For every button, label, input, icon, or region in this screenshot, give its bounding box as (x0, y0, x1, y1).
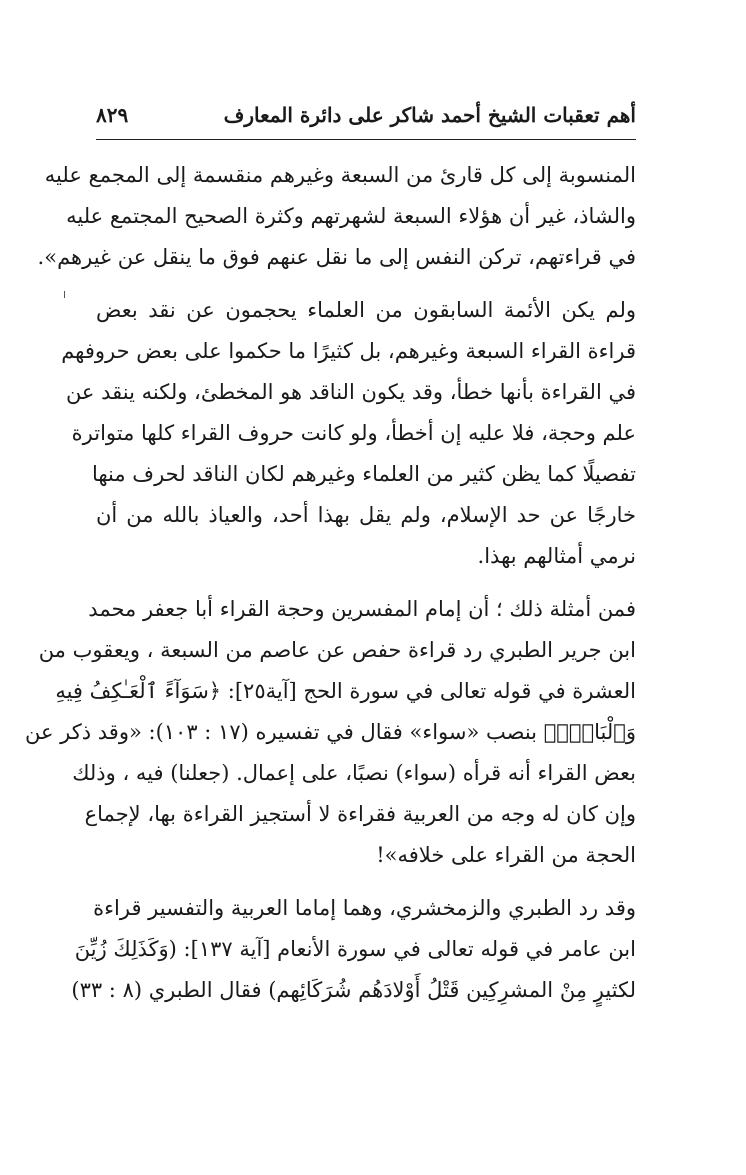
text-line: بعض القراء أنه قرأه (سواء) نصبًا، على إعمال. (جعلنا) فيه ، وذلك (72, 761, 636, 785)
text-line: ولم يكن الأئمة السابقون من العلماء يحجمون عن نقد بعض (96, 298, 636, 322)
paragraph-1 (37, 155, 636, 278)
text-line: في قراءتهم، تركن النفس إلى ما نقل عنهم فوق ما ينقل عن غيرهم». (37, 245, 636, 269)
text-line: وإن كان له وجه من العربية فقراءة لا أستجيز القراءة بها، لإجماع (84, 802, 636, 826)
text-line: علم وحجة، فلا عليه إن أخطأ، ولو كانت حروف القراء كلها متواترة (71, 421, 636, 445)
text-line: وَٱلْبَادِۚ﴾ بنصب «سواء» فقال في تفسيره (١٧ : ١٠٣): «وقد ذكر عن (24, 720, 636, 744)
text-line: فمن أمثلة ذلك ؛ أن إمام المفسرين وحجة القراء أبا جعفر محمد (88, 597, 636, 621)
text-line: قراءة القراء السبعة وغيرهم، بل كثيرًا ما حكموا على بعض حروفهم (61, 339, 636, 363)
body-text (24, 155, 636, 1011)
text-line: ابن جرير الطبري رد قراءة حفص عن عاصم من السبعة ، ويعقوب من (38, 638, 636, 662)
header-title: أهم تعقبات الشيخ أحمد شاكر على دائرة المعارف (223, 103, 636, 127)
margin-mark (64, 291, 65, 298)
text-line: تفصيلًا كما يظن كثير من العلماء وغيرهم لكان الناقد لحرف منها (91, 462, 636, 486)
paragraph-4 (71, 888, 636, 1011)
text-line: والشاذ، غير أن هؤلاء السبعة لشهرتهم وكثرة الصحيح المجتمع عليه (66, 204, 636, 228)
text-line: العشرة في قوله تعالى في سورة الحج [آية٢٥]: ﴿سَوَآءً ٱلْعَـٰكِفُ فِيهِ (55, 679, 636, 703)
text-line: لكثيرٍ مِنْ المشرِكِين قَتْلُ أَوْلادَهُم شُرَكَائِهم) فقال الطبري (٨ : ٣٣) (71, 978, 636, 1002)
paragraph-2 (61, 290, 636, 577)
paragraph-3 (24, 589, 636, 876)
text-line: نرمي أمثالهم بهذا. (477, 544, 636, 568)
text-line: خارجًا عن حد الإسلام، ولم يقل بهذا أحد، والعياذ بالله من أن (96, 503, 636, 527)
text-line: ابن عامر في قوله تعالى في سورة الأنعام [آية ١٣٧]: (وَكَذَلِكَ زُيِّنَ (74, 937, 636, 961)
text-line: المنسوبة إلى كل قارئ من السبعة وغيرهم منقسمة إلى المجمع عليه (44, 163, 636, 187)
page-number: ٨٢٩ (96, 103, 129, 127)
text-line: وقد رد الطبري والزمخشري، وهما إماما العربية والتفسير قراءة (93, 896, 636, 920)
text-line: الحجة من القراء على خلافه»! (376, 843, 636, 867)
running-header (96, 103, 636, 133)
text-line: في القراءة بأنها خطأ، وقد يكون الناقد هو المخطئ، ولكنه ينقد عن (65, 380, 636, 404)
header-divider (96, 139, 636, 140)
